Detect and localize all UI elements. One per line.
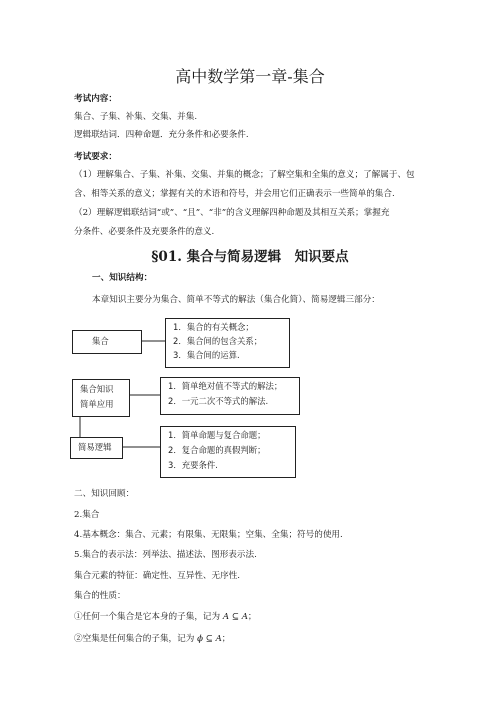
diagram-logic-item: 2．复合命题的真假判断； bbox=[168, 445, 266, 455]
knowledge-structure-heading: 一、知识结构： bbox=[92, 273, 153, 283]
diagram-set-item: 2．集合间的包含关系； bbox=[173, 336, 263, 346]
requirement-line: （2）理解逻辑联结词“或”、“且”、“非”的含义理解四种命题及其相互关系；掌握充 bbox=[74, 208, 390, 218]
review-item: 2.集合 bbox=[74, 510, 100, 520]
property-end: ； bbox=[247, 612, 257, 622]
review-item: 4.基本概念：集合、元素；有限集、无限集；空集、全集；符号的使用. bbox=[74, 530, 343, 540]
exam-content-heading: 考试内容： bbox=[74, 94, 117, 104]
property-line bbox=[74, 612, 257, 623]
document-title: 高中数学第一章-集合 bbox=[175, 67, 325, 86]
requirement-line: 含、相等关系的意义；掌握有关的术语和符号，并会用它们正确表示一些简单的集合. bbox=[74, 189, 395, 199]
diagram-logic-item: 3．充要条件. bbox=[168, 460, 218, 470]
diagram-inequality-item: 1．简单绝对值不等式的解法； bbox=[168, 381, 283, 391]
diagram-node-logic-label: 简易逻辑 bbox=[78, 442, 112, 452]
review-item: 5.集合的表示法：列举法、描述法、图形表示法. bbox=[74, 550, 257, 560]
diagram-set-item: 1．集合的有关概念； bbox=[173, 322, 254, 332]
property-math: A ⊆ A bbox=[222, 612, 248, 622]
properties-heading: 集合的性质： bbox=[74, 591, 126, 601]
knowledge-structure-intro: 本章知识主要分为集合、简单不等式的解法（集合化简）、简易逻辑三部分： bbox=[92, 295, 380, 305]
requirement-line: 分条件、必要条件及充要条件的意义. bbox=[74, 227, 215, 237]
exam-requirements-heading: 考试要求： bbox=[74, 152, 117, 162]
diagram-node-applications-label: 集合知识 bbox=[80, 384, 114, 394]
diagram-logic-item: 1．简单命题与复合命题； bbox=[168, 430, 266, 440]
diagram-inequality-item: 2．一元二次不等式的解法. bbox=[168, 396, 269, 406]
diagram-node-applications-label: 简单应用 bbox=[80, 399, 114, 409]
diagram-set-item: 3．集合间的运算. bbox=[173, 350, 240, 360]
property-math: ϕ ⊆ A bbox=[197, 634, 222, 644]
requirement-line: （1）理解集合、子集、补集、交集、并集的概念；了解空集和全集的意义；了解属于、包 bbox=[74, 170, 415, 180]
review-heading: 二、知识回顾： bbox=[74, 489, 135, 499]
property-end: ； bbox=[221, 634, 231, 644]
section-title: §01. 集合与简易逻辑 知识要点 bbox=[151, 249, 349, 265]
exam-content-line: 集合、子集、补集、交集、并集. bbox=[74, 112, 198, 122]
diagram-node-set-label: 集合 bbox=[92, 336, 109, 346]
review-item: 集合元素的特征：确定性、互异性、无序性. bbox=[74, 571, 241, 581]
exam-content-line: 逻辑联结词．四种命题．充分条件和必要条件. bbox=[74, 130, 249, 140]
property-text: ②空集是任何集合的子集，记为 bbox=[74, 634, 195, 644]
property-text: ①任何一个集合是它本身的子集，记为 bbox=[74, 612, 221, 622]
property-line bbox=[74, 634, 230, 645]
